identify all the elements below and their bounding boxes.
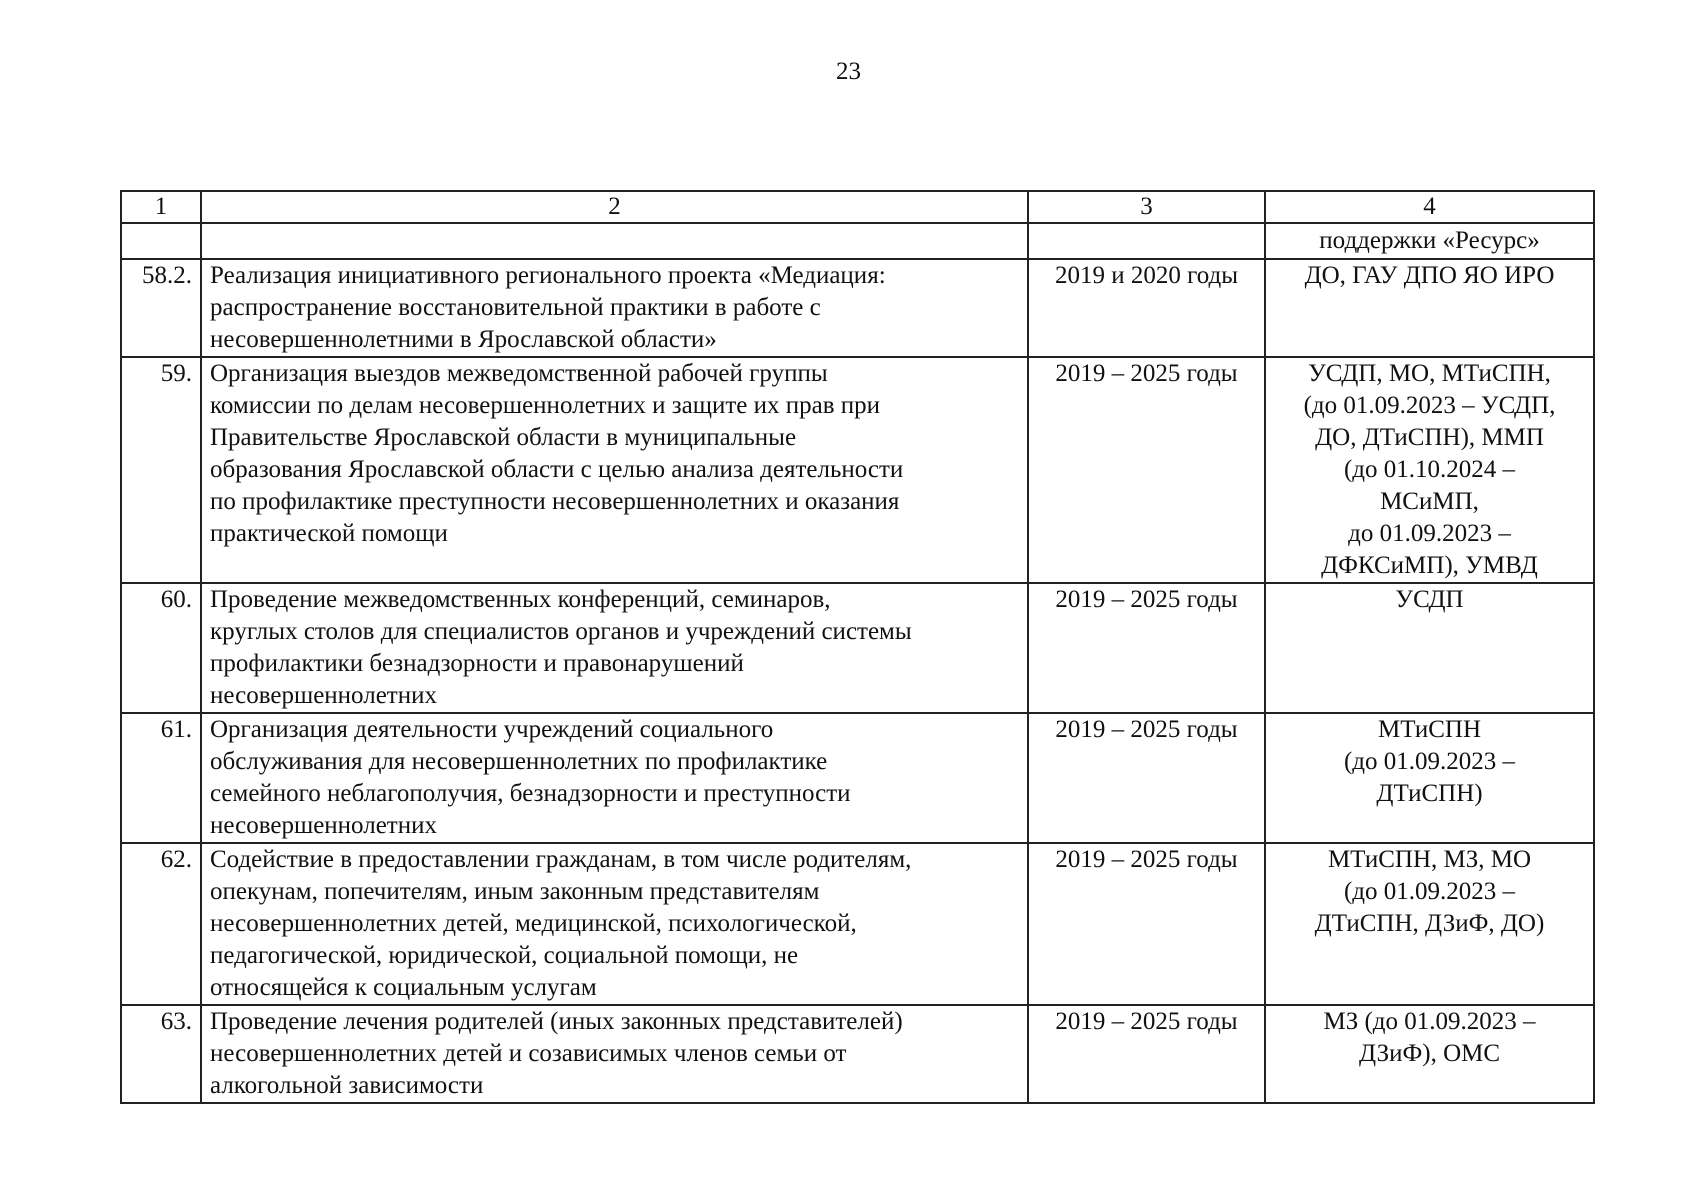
row-period: 2019 – 2025 годы — [1028, 843, 1265, 1005]
responsible-line: ДТиСПН, ДЗиФ, ДО) — [1314, 910, 1545, 937]
responsible-line: (до 01.09.2023 – — [1343, 748, 1516, 775]
continuation-number — [121, 223, 201, 259]
row-responsible — [1265, 583, 1594, 713]
header-cell-4: 4 — [1265, 191, 1594, 223]
table-row — [121, 259, 1594, 357]
description-line: педагогической, юридической, социальной помощи, не — [210, 942, 799, 969]
description-line: Проведение лечения родителей (иных законных представителей) — [210, 1008, 903, 1035]
continuation-responsible: поддержки «Ресурс» — [1265, 223, 1594, 259]
header-cell-1: 1 — [121, 191, 201, 223]
description-line: круглых столов для специалистов органов и учреждений системы — [210, 618, 912, 645]
description-line: алкогольной зависимости — [210, 1072, 484, 1099]
row-description — [201, 357, 1028, 583]
table-row — [121, 357, 1594, 583]
row-description — [201, 713, 1028, 843]
responsible-line: ДО, ГАУ ДПО ЯО ИРО — [1304, 262, 1555, 289]
responsible-line: (до 01.10.2024 – — [1343, 456, 1516, 483]
row-description — [201, 843, 1028, 1005]
responsible-line: ДФКСиМП), УМВД — [1321, 552, 1538, 579]
row-responsible — [1265, 259, 1594, 357]
description-line: комиссии по делам несовершеннолетних и защите их прав при — [210, 392, 881, 419]
row-responsible — [1265, 357, 1594, 583]
description-line: несовершеннолетних — [210, 682, 437, 709]
responsible-line: УСДП — [1395, 586, 1464, 613]
row-responsible — [1265, 713, 1594, 843]
table-row — [121, 583, 1594, 713]
description-line: образования Ярославской области с целью анализа деятельности — [210, 456, 904, 483]
description-line: относящейся к социальным услугам — [210, 974, 597, 1001]
description-line: Содействие в предоставлении гражданам, в том числе родителям, — [210, 846, 912, 873]
row-period: 2019 – 2025 годы — [1028, 1005, 1265, 1103]
responsible-line: УСДП, МО, МТиСПН, — [1308, 360, 1551, 387]
row-number: 63. — [121, 1005, 201, 1103]
row-responsible — [1265, 843, 1594, 1005]
description-line: несовершеннолетними в Ярославской области» — [210, 326, 717, 353]
continuation-row — [121, 223, 1594, 259]
row-period: 2019 – 2025 годы — [1028, 713, 1265, 843]
row-responsible — [1265, 1005, 1594, 1103]
row-number: 59. — [121, 357, 201, 583]
header-cell-3: 3 — [1028, 191, 1265, 223]
row-description — [201, 583, 1028, 713]
responsible-line: МТиСПН — [1377, 716, 1482, 743]
description-line: Правительстве Ярославской области в муниципальные — [210, 424, 797, 451]
responsible-line: до 01.09.2023 – — [1348, 520, 1511, 547]
description-line: обслуживания для несовершеннолетних по профилактике — [210, 748, 828, 775]
row-period: 2019 и 2020 годы — [1028, 259, 1265, 357]
row-period: 2019 – 2025 годы — [1028, 357, 1265, 583]
table-row — [121, 713, 1594, 843]
measures-table — [120, 190, 1595, 1104]
continuation-description — [201, 223, 1028, 259]
responsible-line: ДО, ДТиСПН), ММП — [1315, 424, 1544, 451]
responsible-line: МТиСПН, МЗ, МО — [1327, 846, 1532, 873]
table-row — [121, 1005, 1594, 1103]
responsible-line: ДЗиФ), ОМС — [1358, 1040, 1501, 1067]
row-number: 62. — [121, 843, 201, 1005]
header-row — [121, 191, 1594, 223]
table-row — [121, 843, 1594, 1005]
description-line: опекунам, попечителям, иным законным представителям — [210, 878, 820, 905]
header-cell-2: 2 — [201, 191, 1028, 223]
row-number: 61. — [121, 713, 201, 843]
description-line: несовершеннолетних — [210, 812, 437, 839]
description-line: семейного неблагополучия, безнадзорности и преступности — [210, 780, 851, 807]
row-number: 58.2. — [121, 259, 201, 357]
row-description — [201, 1005, 1028, 1103]
row-description — [201, 259, 1028, 357]
description-line: профилактики безнадзорности и правонарушений — [210, 650, 744, 677]
description-line: Реализация инициативного регионального проекта «Медиация: — [210, 262, 886, 289]
description-line: практической помощи — [210, 520, 448, 547]
responsible-line: ДТиСПН) — [1376, 780, 1483, 807]
continuation-period — [1028, 223, 1265, 259]
row-period: 2019 – 2025 годы — [1028, 583, 1265, 713]
row-number: 60. — [121, 583, 201, 713]
responsible-line: (до 01.09.2023 – — [1343, 878, 1516, 905]
description-line: несовершеннолетних детей и созависимых членов семьи от — [210, 1040, 847, 1067]
description-line: распространение восстановительной практики в работе с — [210, 294, 821, 321]
description-line: Организация выездов межведомственной рабочей группы — [210, 360, 828, 387]
responsible-line: (до 01.09.2023 – УСДП, — [1303, 392, 1556, 419]
responsible-line: МСиМП, — [1380, 488, 1479, 515]
description-line: Организация деятельности учреждений социального — [210, 716, 774, 743]
responsible-line: МЗ (до 01.09.2023 – — [1323, 1008, 1536, 1035]
page-number: 23 — [836, 58, 861, 85]
description-line: Проведение межведомственных конференций, семинаров, — [210, 586, 831, 613]
description-line: по профилактике преступности несовершеннолетних и оказания — [210, 488, 900, 515]
description-line: несовершеннолетних детей, медицинской, психологической, — [210, 910, 857, 937]
